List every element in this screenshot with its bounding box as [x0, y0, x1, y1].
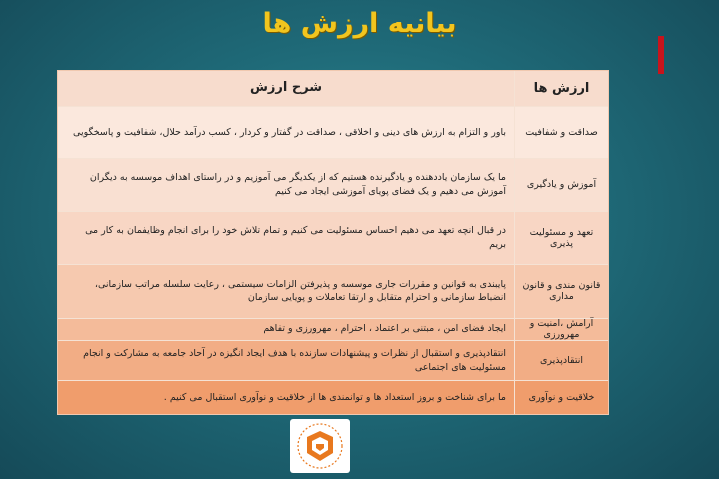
- value-name: آرامش ،امنیت و مهرورزی: [514, 319, 608, 340]
- red-accent-bar: [658, 36, 664, 74]
- value-name: آموزش و یادگیری: [514, 159, 608, 211]
- value-description: ما برای شناخت و بروز استعداد ها و توانمندی ها از خلاقیت و نوآوری استقبال می کنیم .: [163, 391, 506, 403]
- header-values: ارزش ها: [514, 71, 608, 106]
- table-row: [58, 212, 608, 266]
- value-description: ایجاد فضای امن ، مبتنی بر اعتماد ، احترام ، مهرورزی و تفاهم: [263, 323, 506, 335]
- value-name: قانون مندی و قانون مداری: [514, 265, 608, 318]
- value-name: انتقادپذیری: [514, 341, 608, 381]
- table-row: [58, 341, 608, 382]
- table-row: [58, 265, 608, 319]
- value-description: باور و التزام به ارزش های دینی و اخلاقی ، صداقت در گفتار و کردار ، کسب درآمد حلال، شفافیت و پاسخگویی: [73, 126, 506, 138]
- logo-icon: [290, 419, 350, 473]
- header-description: شرح ارزش: [249, 79, 323, 95]
- value-description: پایبندی به قوانین و مقررات جاری موسسه و پذیرفتن الزامات سیستمی ، رعایت سلسله مراتب سازمانی، انضباط سازمانی و احترام متقابل و ارتقا تعاملات و پویایی سازمان: [94, 278, 506, 304]
- table-header-row: [58, 71, 608, 107]
- value-description: ما یک سازمان یاددهنده و یادگیرنده هستیم که از یکدیگر می آموزیم و در راستای اهداف موسسه به دیگران آموزش می دهیم و یک فضای پویای آموزشی ایجاد می کنیم: [89, 172, 506, 197]
- value-name: صداقت و شفافیت: [514, 107, 608, 159]
- value-name: تعهد و مسئولیت پذیری: [514, 212, 608, 265]
- value-name: خلاقیت و نوآوری: [514, 381, 608, 414]
- table-row: [58, 107, 608, 160]
- value-description: انتقادپذیری و استقبال از نظرات و پیشنهادات سازنده با هدف ایجاد انگیزه در آحاد جامعه به مشارکت و انجام مسئولیت های اجتماعی: [83, 347, 506, 373]
- table-row: [58, 381, 608, 414]
- values-table: [57, 70, 609, 415]
- table-row: [58, 319, 608, 341]
- organization-logo: [290, 419, 350, 473]
- table-row: [58, 159, 608, 212]
- page-title: بیانیه ارزش ها: [262, 8, 457, 39]
- value-description: در قبال انچه تعهد می دهیم احساس مسئولیت می کنیم و تمام تلاش خود را برای انجام وظایفمان به کار می بریم: [85, 225, 506, 250]
